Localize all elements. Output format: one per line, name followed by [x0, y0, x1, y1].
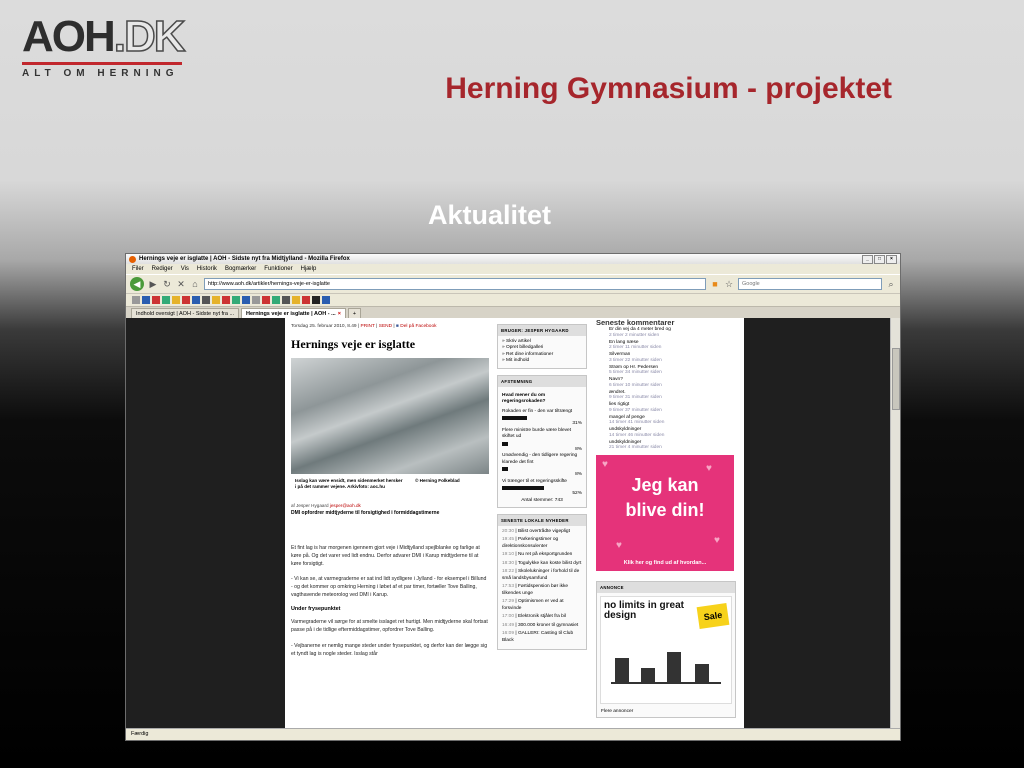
menu-file[interactable]: Filer [132, 266, 144, 272]
news-time: 17:29 [502, 599, 515, 605]
comment-time: 9 timer 37 minutter siden [609, 407, 662, 413]
news-text[interactable]: Bilist overtrådte vigepligt [517, 528, 570, 534]
comment-time: 9 timer 31 minutter siden [609, 395, 662, 401]
new-tab-button[interactable]: + [348, 308, 361, 318]
stop-icon[interactable]: ✕ [177, 278, 185, 289]
article-paragraph: Et fint lag is har morgenen igennem gjort veje i Midtjylland spejlblanke og farlige at køre på. Og det varer ved lidt endnu. Derfor advarer DMI i Karup midtjyderne til at køre forsigtigt. [291, 545, 480, 568]
article-lead: DMI opfordrer midtjyderne til forsigtighed i formiddagstimerne [291, 510, 440, 516]
annonce-headline: no limits in great design [604, 600, 685, 621]
article-date: Torsdag 25. februar 2010, 8.49 [291, 324, 357, 329]
browser-titlebar [126, 254, 900, 264]
comment-item[interactable] [609, 415, 736, 427]
news-time: 16:49 [502, 622, 515, 628]
user-link-create-gallery[interactable]: » Opret billedgalleri [502, 345, 544, 351]
menu-edit[interactable]: Rediger [151, 266, 173, 272]
poll-bar [502, 486, 544, 490]
comment-item[interactable] [609, 352, 736, 364]
status-bar: Færdig [126, 728, 901, 740]
news-text[interactable]: Togulykke kan koste bilist dyrt [517, 560, 582, 566]
comment-item[interactable] [609, 427, 736, 439]
bookmark-icon[interactable] [322, 296, 330, 304]
article-paragraph: - Vi kan se, at varmegraderne er sat ind lidt sydligere i Jylland - for eksempel i Billund - og det kommer op omkring Herning i løbet af et par timer, fortæller Tove Balling, vagthavende meteorolog ved DMI i Karup. [291, 576, 487, 599]
web-page [285, 318, 744, 728]
comments-head: Seneste kommentarer [596, 318, 675, 327]
bookmark-icon[interactable] [162, 296, 170, 304]
bookmark-icon[interactable] [282, 296, 290, 304]
sale-badge: Sale [697, 603, 730, 629]
comment-text[interactable]: mangel af penge [609, 414, 645, 420]
comment-text[interactable]: undskyldninger [609, 439, 642, 445]
menu-history[interactable]: Historik [196, 266, 217, 272]
news-text[interactable]: Førtidspension bør ikke tilkendes unge [502, 584, 569, 596]
user-link-my-content[interactable]: » Mit indhold [502, 358, 530, 364]
news-text[interactable]: Skolelukninger i forhold til de små landsbysamfund [502, 569, 580, 581]
tab-indhold[interactable] [131, 308, 239, 318]
poll-bar [502, 467, 508, 471]
url-text: http://www.aoh.dk/artikler/hernings-veje-er-isglatte [208, 281, 330, 287]
user-link-edit-info[interactable]: » Ret dine informationer [502, 351, 554, 357]
bookmark-icon[interactable] [252, 296, 260, 304]
menu-tools[interactable]: Funktioner [264, 266, 293, 272]
ad-footer-link[interactable]: Klik her og find ud af hvordan... [623, 560, 707, 566]
logo-rule [22, 62, 182, 65]
article-photo[interactable] [291, 358, 489, 474]
bookmark-icon[interactable] [232, 296, 240, 304]
news-item[interactable]: 19:45 | Parkeringstimer og direktionskonsulenter [502, 537, 559, 549]
news-text[interactable]: Nu ret på eksportgrunden [517, 552, 573, 558]
poll-percent: 52% [572, 491, 582, 497]
news-time: 17:53 [502, 584, 515, 590]
facebook-icon: ■ [396, 324, 399, 329]
search-icon[interactable]: ⌕ [888, 278, 894, 289]
comment-time: 5 timer 34 minutter siden [609, 370, 662, 376]
aoh-logo [22, 12, 187, 79]
bookmark-icon[interactable] [312, 296, 320, 304]
poll-option-label[interactable]: Vi trænger til et regeringsskifte [502, 478, 567, 484]
poll-total: Antal stemmer: 743 [521, 497, 563, 503]
article-title: Hernings veje er isglatte [291, 337, 416, 351]
comment-text[interactable]: Strøm op Hr. Pedersen [609, 364, 659, 370]
bookmark-icon[interactable] [212, 296, 220, 304]
poll-bar [502, 442, 508, 446]
tab-strip [126, 306, 900, 318]
comment-item[interactable] [609, 402, 736, 414]
scrollbar-thumb[interactable] [892, 348, 900, 410]
bookmark-icon[interactable] [292, 296, 300, 304]
news-text[interactable]: Parkeringstimer og direktionskonsulenter [502, 537, 559, 549]
furniture-illustration [611, 642, 721, 684]
tab-article[interactable] [241, 308, 346, 318]
maximize-button[interactable]: □ [874, 255, 885, 264]
bookmark-icon[interactable] [272, 296, 280, 304]
poll-option-label[interactable]: Rokaden er fin - den var tiltrængt [502, 408, 573, 414]
comment-text[interactable]: Silverman [609, 352, 631, 357]
news-text[interactable]: Optimismen er ved at forsvinde [502, 599, 564, 611]
pink-advertisement[interactable] [596, 455, 734, 571]
close-tab-icon[interactable]: × [337, 310, 341, 317]
comment-time: 6 timer 10 minutter siden [609, 382, 662, 388]
rss-icon[interactable]: ■ [712, 279, 718, 289]
bookmark-icon[interactable] [182, 296, 190, 304]
comment-time: 14 timer 46 minutter siden [609, 432, 665, 438]
bookmark-icon[interactable] [222, 296, 230, 304]
heart-icon: ♥ [706, 463, 712, 474]
page-viewport [126, 318, 900, 728]
poll-percent: 8% [575, 472, 582, 478]
bookmark-icon[interactable] [202, 296, 210, 304]
news-item[interactable]: 16:09 | GALLERI: Casting til Club Black [502, 631, 574, 643]
bookmark-icon[interactable] [192, 296, 200, 304]
news-time: 16:09 [502, 631, 515, 637]
news-text[interactable]: 300.000 kroner til gymnasiet [517, 622, 579, 628]
byline: af Jesper Hygaard jesper@aoh.dk [291, 503, 361, 508]
tab-label: Hernings veje er isglatte | AOH - ... [246, 310, 336, 317]
news-head: SENESTE LOKALE NYHEDER [498, 515, 586, 526]
ad-headline: Jeg kan blive din! [625, 475, 705, 521]
right-column [596, 318, 736, 718]
annonce-head: ANNONCE [597, 582, 735, 593]
menu-help[interactable]: Hjælp [300, 266, 317, 272]
user-box [497, 324, 587, 369]
comment-time: 2 timer 11 minutter siden [609, 345, 662, 351]
news-text[interactable]: Elektronik stjålet fra bil [517, 614, 566, 620]
address-bar[interactable] [204, 278, 706, 290]
bookmark-icon[interactable] [132, 296, 140, 304]
comment-item[interactable] [609, 340, 736, 352]
print-link[interactable]: PRINT [360, 324, 375, 329]
news-text[interactable]: GALLERI: Casting til Club Black [502, 631, 574, 643]
logo-tagline: ALT OM HERNING [22, 68, 179, 79]
author-email-link[interactable]: jesper@aoh.dk [329, 503, 361, 508]
news-time: 18:30 [502, 560, 515, 566]
comment-text[interactable]: undskyldninger [609, 427, 642, 432]
article-paragraph: - Vejbanerne er nemlig mange steder under frysepunktet, og derfor kan der lægge sig et tyndt lag is nogle steder. Isslag står [291, 642, 488, 657]
photo-credit: © Herning Folkeblad [415, 478, 460, 483]
close-window-button[interactable]: × [886, 255, 897, 264]
back-icon[interactable]: ◀ [130, 277, 144, 291]
minimize-button[interactable]: _ [862, 255, 873, 264]
news-time: 18:22 [502, 569, 515, 575]
bookmark-icon[interactable] [152, 296, 160, 304]
comment-item[interactable] [609, 377, 736, 389]
poll-option-label[interactable]: Unødvendig - den tidligere regering klarede det fint [502, 453, 578, 465]
tab-label: Indhold oversigt | AOH - Sidste nyt fra ... [136, 310, 235, 317]
menu-bookmarks[interactable]: Bogmærker [224, 266, 257, 272]
comment-text[interactable]: Navn? [609, 377, 623, 382]
news-item[interactable]: 19:10 | Nu ret på eksportgrunden [502, 552, 573, 558]
comment-text[interactable]: lies rigtigt [609, 402, 630, 407]
comment-item[interactable] [609, 440, 736, 452]
news-item[interactable]: 17:53 | Førtidspension bør ikke tilkendes unge [502, 584, 569, 596]
comment-text[interactable]: En lang næse [609, 339, 639, 345]
more-ads-link[interactable]: Flere annoncer [601, 709, 634, 714]
menu-bar [126, 264, 900, 274]
news-item[interactable]: 18:30 | Togulykke kan koste bilist dyrt [502, 560, 582, 566]
bookmark-icon[interactable] [172, 296, 180, 304]
poll-question: Hvad mener du om regeringsrokaden? [502, 392, 546, 405]
send-link[interactable]: SEND [378, 324, 393, 329]
poll-percent: 8% [575, 446, 582, 452]
annonce-box [596, 581, 736, 718]
caption-text: Isslag kan være ensidt, men sidenmerket hersker i på det rammer vejene. Arkivfoto: aoc.hu [295, 478, 403, 489]
logo-wordmark: AOH.DK [22, 12, 184, 61]
news-item[interactable]: 17:29 | Optimismen er ved at forsvinde [502, 599, 564, 611]
news-time: 19:45 [502, 537, 515, 543]
home-icon[interactable]: ⌂ [192, 279, 198, 289]
bookmark-icon[interactable] [262, 296, 270, 304]
article [291, 324, 489, 665]
reload-icon[interactable]: ↻ [163, 278, 171, 289]
slide-title: Herning Gymnasium - projektet [445, 72, 892, 105]
article-subhead: Under frysepunktet [291, 606, 341, 613]
user-box-head: BRUGER: JESPER HYGAARD [498, 325, 586, 336]
bookmark-icon[interactable] [142, 296, 150, 304]
comment-time: 21 timer 4 minutter siden [609, 445, 662, 451]
poll-option-label[interactable]: Flere ministre burde være blevet skiftet ud [502, 427, 572, 440]
firefox-icon [129, 256, 136, 263]
poll-percent: 31% [572, 421, 582, 427]
photo-caption [295, 478, 485, 489]
window-title: Hernings veje er isglatte | AOH - Sidste nyt fra Midtjylland - Mozilla Firefox [139, 256, 350, 262]
middle-column [497, 324, 587, 656]
search-input[interactable] [738, 278, 882, 290]
heart-icon: ♥ [616, 540, 622, 551]
user-link-write-article[interactable]: » Skriv artikel [502, 339, 531, 344]
browser-window [125, 253, 901, 741]
comment-item[interactable] [609, 390, 736, 402]
bookmark-icon[interactable] [302, 296, 310, 304]
slide-subtitle: Aktualitet [428, 200, 552, 230]
news-item[interactable]: 17:00 | Elektronik stjålet fra bil [502, 614, 566, 620]
vertical-scrollbar[interactable] [890, 318, 900, 728]
poll-box [497, 375, 587, 508]
poll-head: AFSTEMNING [498, 376, 586, 387]
news-item[interactable]: 18:22 | Skolelukninger i forhold til de små landsbysamfund [502, 569, 580, 581]
menu-view[interactable]: Vis [180, 266, 189, 272]
news-box [497, 514, 587, 650]
search-placeholder: Google [742, 281, 760, 287]
news-time: 20:30 [502, 528, 515, 534]
facebook-share-link[interactable]: Del på Facebook [400, 324, 437, 329]
comment-time: 14 timer 41 minutter siden [609, 420, 665, 426]
poll-bar [502, 416, 527, 420]
comment-item[interactable] [609, 327, 736, 339]
bookmark-icon[interactable] [242, 296, 250, 304]
annonce-image[interactable] [600, 596, 732, 704]
bookmarks-toolbar [126, 293, 900, 306]
heart-icon: ♥ [714, 535, 720, 546]
forward-icon[interactable]: ▶ [149, 278, 157, 289]
article-meta: Torsdag 25. februar 2010, 8.49 | PRINT | SEND | ■ Del på Facebook [291, 324, 437, 329]
news-time: 17:00 [502, 614, 515, 620]
navigation-toolbar [126, 274, 900, 293]
article-paragraph: Varmegraderne vil sørge for at smelte isslaget ret hurtigt. Men midtjyderne skal fortsat passe på i de tidlige eftermiddagstimer, opfordrer Tove Balling. [291, 619, 488, 634]
star-icon[interactable]: ☆ [724, 278, 734, 289]
comment-item[interactable] [609, 365, 736, 377]
comment-time: 2 timer 2 minutter siden [609, 332, 660, 338]
comment-text[interactable]: ændret. [609, 389, 626, 395]
heart-icon: ♥ [602, 459, 608, 470]
news-item[interactable]: 16:49 | 300.000 kroner til gymnasiet [502, 622, 579, 628]
news-time: 19:10 [502, 552, 515, 558]
news-item[interactable]: 20:30 | Bilist overtrådte vigepligt [502, 528, 570, 534]
comment-text[interactable]: Er din vej da 4 meter bred og [609, 327, 671, 332]
comment-time: 3 timer 22 minutter siden [609, 357, 662, 363]
